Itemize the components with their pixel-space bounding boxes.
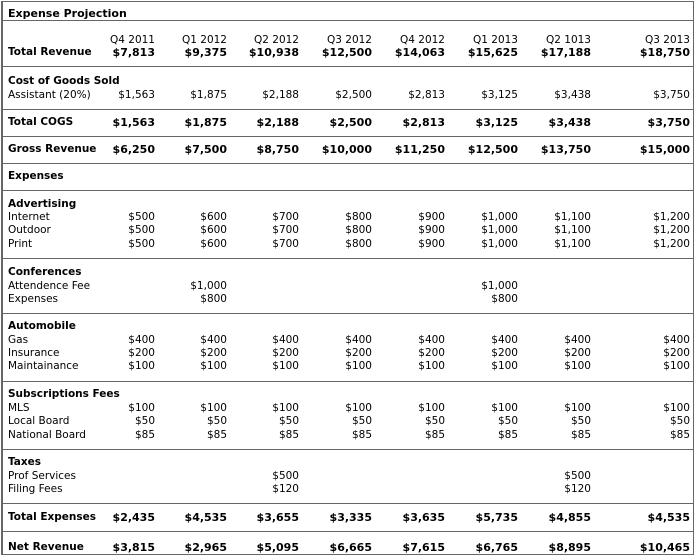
value-cell: $10,938 [248,46,299,59]
value-cell: $5,095 [256,541,299,554]
value-cell: $12,500 [321,46,372,59]
value-cell: $4,535 [647,511,690,524]
value-cell: $800 [345,211,372,223]
row-divider [2,503,693,504]
quarter-header: Q2 1013 [545,34,591,46]
value-cell: $800 [345,238,372,250]
value-cell: $600 [200,211,227,223]
row-label: Attendence Fee [8,280,91,292]
value-cell: $2,500 [329,116,372,129]
value-cell: $9,375 [184,46,227,59]
row-label: Print [8,238,33,250]
value-cell: $2,500 [335,89,372,101]
row-divider [2,163,693,164]
value-cell: $100 [491,402,518,414]
value-cell: $400 [200,334,227,346]
quarter-header: Q3 2013 [644,34,690,46]
row-label: National Board [8,429,86,441]
row-label: Total COGS [8,116,74,128]
value-cell: $50 [497,415,518,427]
row-label: Expenses [8,293,59,305]
value-cell: $5,735 [475,511,518,524]
value-cell: $6,250 [112,143,155,156]
row-label: Internet [8,211,50,223]
quarter-header: Q1 2012 [181,34,227,46]
value-cell: $1,000 [481,211,518,223]
value-cell: $15,625 [467,46,518,59]
value-cell: $1,000 [481,280,518,292]
value-cell: $500 [128,238,155,250]
row-label: Conferences [8,266,82,278]
value-cell: $100 [272,402,299,414]
value-cell: $120 [272,483,299,495]
row-label: Net Revenue [8,541,84,553]
value-cell: $400 [272,334,299,346]
value-cell: $100 [663,402,690,414]
row-label: MLS [8,402,30,414]
value-cell: $100 [564,360,591,372]
value-cell: $400 [345,334,372,346]
quarter-header: Q4 2012 [399,34,445,46]
value-cell: $120 [564,483,591,495]
value-cell: $2,813 [408,89,445,101]
row-divider [2,258,693,259]
value-cell: $4,855 [548,511,591,524]
sheet-title: Expense Projection [8,7,127,20]
value-cell: $1,875 [190,89,227,101]
row-label: Total Revenue [8,46,92,58]
value-cell: $100 [200,402,227,414]
value-cell: $3,125 [481,89,518,101]
value-cell: $3,125 [475,116,518,129]
value-cell: $800 [345,224,372,236]
value-cell: $8,895 [548,541,591,554]
row-label: Automobile [8,320,76,332]
value-cell: $500 [128,211,155,223]
row-label: Filing Fees [8,483,63,495]
value-cell: $800 [200,293,227,305]
value-cell: $1,100 [554,224,591,236]
value-cell: $100 [663,360,690,372]
row-label: Prof Services [8,470,76,482]
value-cell: $85 [570,429,591,441]
value-cell: $200 [663,347,690,359]
value-cell: $900 [418,211,445,223]
value-cell: $2,965 [184,541,227,554]
value-cell: $700 [272,238,299,250]
value-cell: $18,750 [639,46,690,59]
row-label: Cost of Goods Sold [8,75,120,87]
value-cell: $1,000 [481,238,518,250]
value-cell: $85 [669,429,690,441]
value-cell: $12,500 [467,143,518,156]
value-cell: $1,100 [554,211,591,223]
value-cell: $100 [418,402,445,414]
value-cell: $500 [272,470,299,482]
row-label: Insurance [8,347,60,359]
value-cell: $100 [491,360,518,372]
value-cell: $1,875 [184,116,227,129]
value-cell: $10,000 [321,143,372,156]
value-cell: $15,000 [639,143,690,156]
row-divider [2,531,693,532]
value-cell: $11,250 [394,143,445,156]
value-cell: $200 [564,347,591,359]
value-cell: $7,615 [402,541,445,554]
value-cell: $3,438 [554,89,591,101]
value-cell: $6,665 [329,541,372,554]
value-cell: $50 [351,415,372,427]
value-cell: $50 [134,415,155,427]
value-cell: $50 [206,415,227,427]
value-cell: $85 [278,429,299,441]
value-cell: $600 [200,238,227,250]
value-cell: $4,535 [184,511,227,524]
value-cell: $200 [272,347,299,359]
value-cell: $700 [272,224,299,236]
value-cell: $200 [418,347,445,359]
value-cell: $900 [418,238,445,250]
value-cell: $7,813 [112,46,155,59]
quarter-header: Q1 2013 [472,34,518,46]
value-cell: $400 [564,334,591,346]
row-label: Gas [8,334,29,346]
value-cell: $85 [134,429,155,441]
row-label: Gross Revenue [8,143,97,155]
value-cell: $2,435 [112,511,155,524]
value-cell: $1,563 [112,116,155,129]
value-cell: $17,188 [540,46,591,59]
value-cell: $400 [128,334,155,346]
row-divider [2,190,693,191]
value-cell: $100 [200,360,227,372]
row-label: Outdoor [8,224,51,236]
quarter-header: Q4 2011 [109,34,155,46]
value-cell: $100 [418,360,445,372]
value-cell: $85 [424,429,445,441]
value-cell: $200 [128,347,155,359]
value-cell: $400 [663,334,690,346]
value-cell: $2,813 [402,116,445,129]
row-label: Expenses [8,170,64,182]
value-cell: $1,200 [653,238,690,250]
row-divider [2,109,693,110]
row-divider [2,381,693,382]
row-label: Advertising [8,198,77,210]
value-cell: $10,465 [639,541,690,554]
value-cell: $3,635 [402,511,445,524]
value-cell: $200 [491,347,518,359]
value-cell: $1,100 [554,238,591,250]
value-cell: $13,750 [540,143,591,156]
value-cell: $100 [345,360,372,372]
value-cell: $85 [206,429,227,441]
row-label: Total Expenses [8,511,97,523]
value-cell: $50 [278,415,299,427]
row-label: Local Board [8,415,70,427]
row-label: Maintainance [8,360,79,372]
value-cell: $500 [564,470,591,482]
expense-projection-sheet [1,1,694,555]
value-cell: $100 [128,402,155,414]
row-label: Taxes [8,456,42,468]
value-cell: $1,563 [118,89,155,101]
value-cell: $100 [272,360,299,372]
row-divider [2,313,693,314]
row-label: Assistant (20%) [8,89,91,101]
value-cell: $1,200 [653,224,690,236]
row-divider [2,449,693,450]
value-cell: $900 [418,224,445,236]
row-divider [2,136,693,137]
quarter-header: Q3 2012 [326,34,372,46]
value-cell: $3,815 [112,541,155,554]
quarter-header: Q2 2012 [253,34,299,46]
value-cell: $85 [497,429,518,441]
row-divider [2,20,693,21]
value-cell: $50 [570,415,591,427]
value-cell: $3,750 [653,89,690,101]
value-cell: $1,000 [481,224,518,236]
value-cell: $8,750 [256,143,299,156]
value-cell: $200 [200,347,227,359]
value-cell: $50 [424,415,445,427]
value-cell: $3,750 [647,116,690,129]
value-cell: $100 [345,402,372,414]
value-cell: $500 [128,224,155,236]
value-cell: $2,188 [256,116,299,129]
value-cell: $6,765 [475,541,518,554]
value-cell: $2,188 [262,89,299,101]
value-cell: $3,335 [329,511,372,524]
value-cell: $14,063 [394,46,445,59]
value-cell: $1,200 [653,211,690,223]
value-cell: $85 [351,429,372,441]
value-cell: $50 [669,415,690,427]
value-cell: $400 [418,334,445,346]
value-cell: $3,655 [256,511,299,524]
value-cell: $400 [491,334,518,346]
row-divider [2,66,693,67]
value-cell: $3,438 [548,116,591,129]
value-cell: $800 [491,293,518,305]
row-label: Subscriptions Fees [8,388,120,400]
value-cell: $7,500 [184,143,227,156]
value-cell: $200 [345,347,372,359]
value-cell: $100 [128,360,155,372]
column-divider [2,2,3,554]
value-cell: $100 [564,402,591,414]
value-cell: $700 [272,211,299,223]
value-cell: $1,000 [190,280,227,292]
value-cell: $600 [200,224,227,236]
